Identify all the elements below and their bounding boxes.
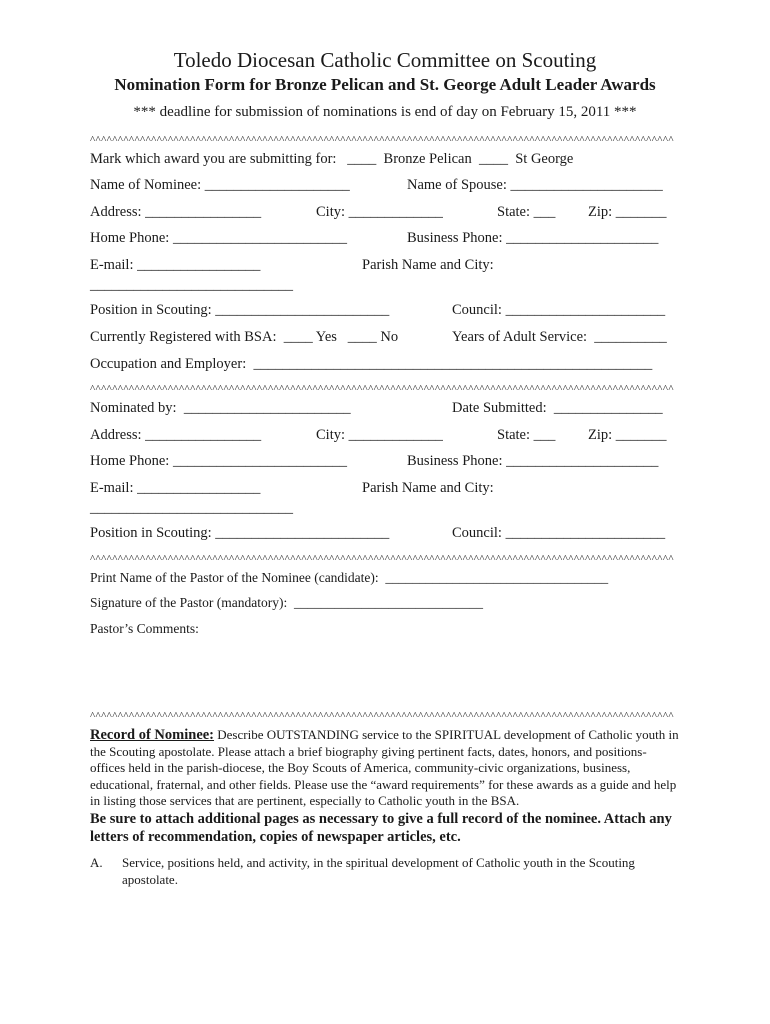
nominee-position-field[interactable]: Position in Scouting: ________________________ xyxy=(90,302,390,318)
nominee-email-field[interactable]: E-mail: _________________ xyxy=(90,257,261,273)
nominated-by-field[interactable]: Nominated by: _______________________ xyxy=(90,400,351,416)
nominator-zip-field[interactable]: Zip: _______ xyxy=(588,427,667,443)
date-submitted-field[interactable]: Date Submitted: _______________ xyxy=(452,400,663,416)
nominee-email-continuation-line[interactable]: ____________________________ xyxy=(90,277,293,293)
record-instructions xyxy=(90,727,680,810)
pastor-signature-field[interactable]: Signature of the Pastor (mandatory): ____________________________ xyxy=(90,595,483,610)
nominator-state-field[interactable]: State: ___ xyxy=(497,427,556,443)
award-selection-field[interactable]: Mark which award you are submitting for: ____ Bronze Pelican ____ St George xyxy=(90,151,574,167)
nominator-council-field[interactable]: Council: ______________________ xyxy=(452,525,666,541)
pastor-comments-label: Pastor’s Comments: xyxy=(90,621,199,636)
form-subtitle: Nomination Form for Bronze Pelican and St. George Adult Leader Awards xyxy=(114,75,656,94)
separator-line: ^^^^^^^^^^^^^^^^^^^^^^^^^^^^^^^^^^^^^^^^^^^^^^^^^^^^^^^^^^^^^^^^^^^^^^^^^^^^^^^^^^^^^^^^^^^^^^^^^^^^^^^^^ xyxy=(90,134,674,146)
deadline-notice: *** deadline for submission of nominations is end of day on February 15, 2011 *** xyxy=(133,104,637,120)
nominee-name-field[interactable]: Name of Nominee: ____________________ xyxy=(90,177,350,193)
nominator-position-field[interactable]: Position in Scouting: ________________________ xyxy=(90,525,390,541)
record-body: Describe OUTSTANDING service to the SPIRITUAL development of Catholic youth in the Scouting apostolate. Please attach a brief biography giving pertinent facts, dates, honors, and positions-offices held in the parish-diocese, the Boy Scouts of America, community-civic organizations, business, educational, fraternal, and other fields. Please use the “award requirements” for these awards as a guide and help in listing those services that are pertinent, especially to Catholic youth in the BSA. xyxy=(90,727,679,808)
pastor-print-name-field[interactable]: Print Name of the Pastor of the Nominee (candidate): _________________________________ xyxy=(90,570,609,585)
separator-line: ^^^^^^^^^^^^^^^^^^^^^^^^^^^^^^^^^^^^^^^^^^^^^^^^^^^^^^^^^^^^^^^^^^^^^^^^^^^^^^^^^^^^^^^^^^^^^^^^^^^^^^^^^ xyxy=(90,710,674,722)
years-service-field[interactable]: Years of Adult Service: __________ xyxy=(452,329,667,345)
nominator-city-field[interactable]: City: _____________ xyxy=(316,427,443,443)
nominee-home-phone-field[interactable]: Home Phone: ________________________ xyxy=(90,230,347,246)
nominee-zip-field[interactable]: Zip: _______ xyxy=(588,204,667,220)
occupation-field[interactable]: Occupation and Employer: _______________________________________________________ xyxy=(90,356,653,372)
nominee-city-field[interactable]: City: _____________ xyxy=(316,204,443,220)
record-heading: Record of Nominee: xyxy=(90,727,215,743)
nominee-council-field[interactable]: Council: ______________________ xyxy=(452,302,666,318)
spouse-name-field[interactable]: Name of Spouse: _____________________ xyxy=(407,177,663,193)
item-a-marker: A. xyxy=(90,855,103,870)
nominator-email-continuation-line[interactable]: ____________________________ xyxy=(90,500,293,516)
nominator-business-phone-field[interactable]: Business Phone: _____________________ xyxy=(407,453,659,469)
separator-line: ^^^^^^^^^^^^^^^^^^^^^^^^^^^^^^^^^^^^^^^^^^^^^^^^^^^^^^^^^^^^^^^^^^^^^^^^^^^^^^^^^^^^^^^^^^^^^^^^^^^^^^^^^ xyxy=(90,383,674,395)
record-emphasis: Be sure to attach additional pages as necessary to give a full record of the nominee. Attach any letters of recommendation, copies of newspaper articles, etc. xyxy=(90,811,672,845)
nominator-parish-field[interactable]: Parish Name and City: xyxy=(362,480,494,496)
separator-line: ^^^^^^^^^^^^^^^^^^^^^^^^^^^^^^^^^^^^^^^^^^^^^^^^^^^^^^^^^^^^^^^^^^^^^^^^^^^^^^^^^^^^^^^^^^^^^^^^^^^^^^^^^ xyxy=(90,553,674,565)
nominator-home-phone-field[interactable]: Home Phone: ________________________ xyxy=(90,453,347,469)
nominee-business-phone-field[interactable]: Business Phone: _____________________ xyxy=(407,230,659,246)
nominee-address-field[interactable]: Address: ________________ xyxy=(90,204,262,220)
nominee-state-field[interactable]: State: ___ xyxy=(497,204,556,220)
page-title: Toledo Diocesan Catholic Committee on Scouting xyxy=(173,48,597,72)
nominee-parish-field[interactable]: Parish Name and City: xyxy=(362,257,494,273)
item-a-text: Service, positions held, and activity, in the spiritual development of Catholic youth in the Scouting apostolate. xyxy=(122,855,635,887)
nominator-address-field[interactable]: Address: ________________ xyxy=(90,427,262,443)
nominator-email-field[interactable]: E-mail: _________________ xyxy=(90,480,261,496)
bsa-registration-field[interactable]: Currently Registered with BSA: ____ Yes ____ No xyxy=(90,329,399,345)
